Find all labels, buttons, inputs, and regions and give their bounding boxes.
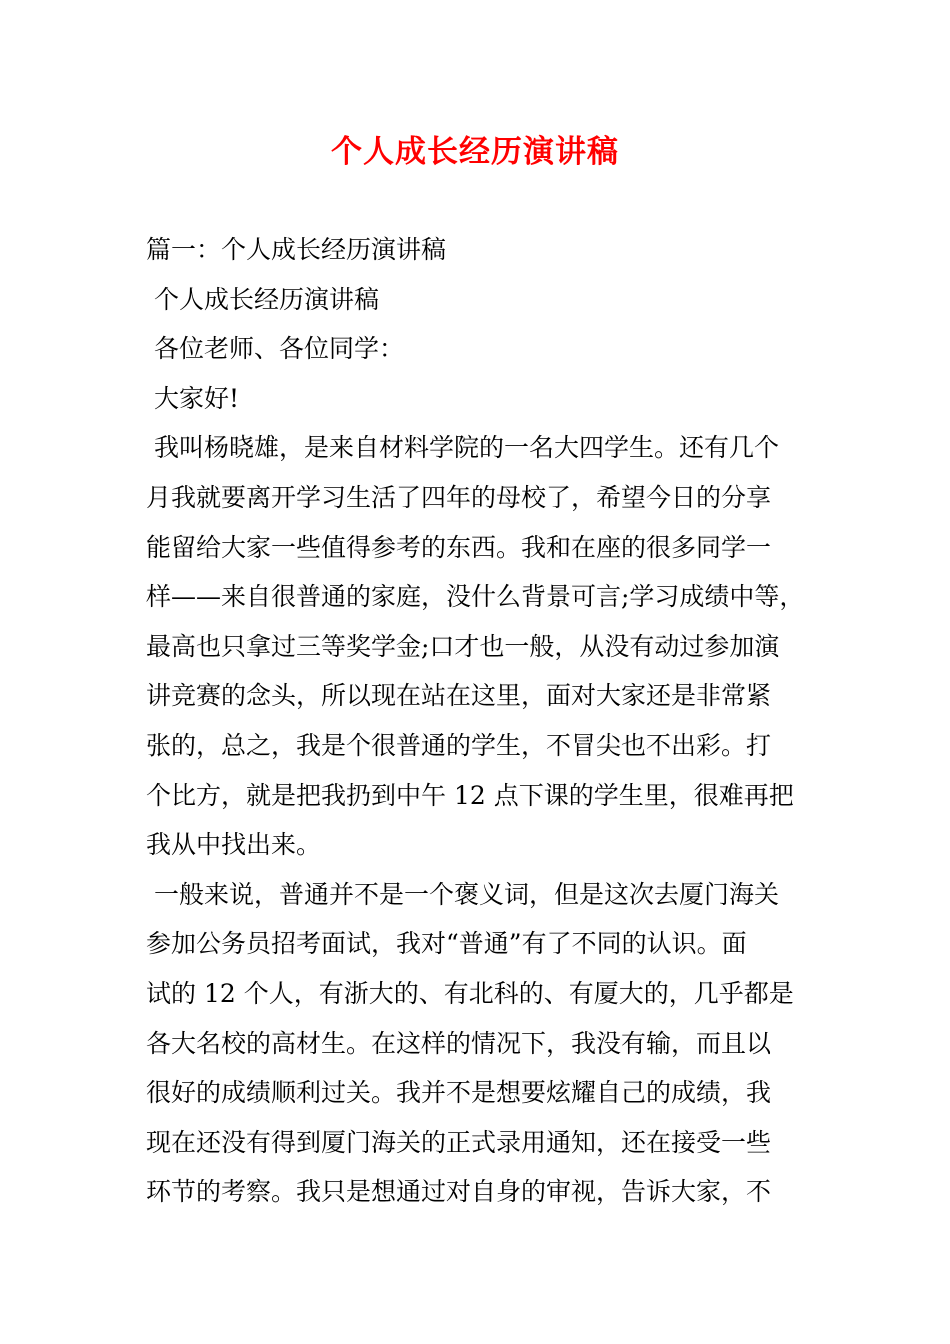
text-line: 很好的成绩顺利过关。我并不是想要炫耀自己的成绩，我	[146, 1078, 772, 1108]
text-line: 各大名校的高材生。在这样的情况下，我没有输，而且以	[146, 1028, 772, 1058]
text-line: 篇一：个人成长经历演讲稿	[146, 235, 447, 264]
text-line: 各位老师、各位同学：	[146, 334, 404, 364]
text-line: 讲竞赛的念头，所以现在站在这里，面对大家还是非常紧	[146, 681, 772, 711]
text-line: 能留给大家一些值得参考的东西。我和在座的很多同学一	[146, 532, 772, 562]
text-line: 个比方，就是把我扔到中午 12 点下课的学生里，很难再把	[146, 780, 794, 810]
text-line: 最高也只拿过三等奖学金;口才也一般，从没有动过参加演	[146, 631, 780, 661]
text-line: 参加公务员招考面试，我对“普通”有了不同的认识。面	[146, 929, 747, 959]
document-title: 个人成长经历演讲稿	[331, 134, 619, 170]
text-line: 现在还没有得到厦门海关的正式录用通知，还在接受一些	[146, 1127, 772, 1157]
text-line: 月我就要离开学习生活了四年的母校了，希望今日的分享	[146, 482, 772, 512]
text-line: 样——来自很普通的家庭，没什么背景可言;学习成绩中等，	[146, 582, 805, 612]
document-body	[146, 225, 808, 1217]
text-line: 我叫杨晓雄，是来自材料学院的一名大四学生。还有几个	[146, 433, 779, 463]
text-line: 个人成长经历演讲稿	[146, 284, 379, 314]
text-line: 张的，总之，我是个很普通的学生，不冒尖也不出彩。打	[146, 730, 772, 760]
text-line: 一般来说，普通并不是一个褒义词，但是这次去厦门海关	[146, 879, 779, 909]
text-line: 我从中找出来。	[146, 830, 322, 860]
text-line: 试的 12 个人，有浙大的、有北科的、有厦大的，几乎都是	[146, 978, 794, 1008]
text-line: 大家好!	[146, 383, 239, 413]
text-line: 环节的考察。我只是想通过对自身的审视，告诉大家，不	[146, 1177, 772, 1207]
